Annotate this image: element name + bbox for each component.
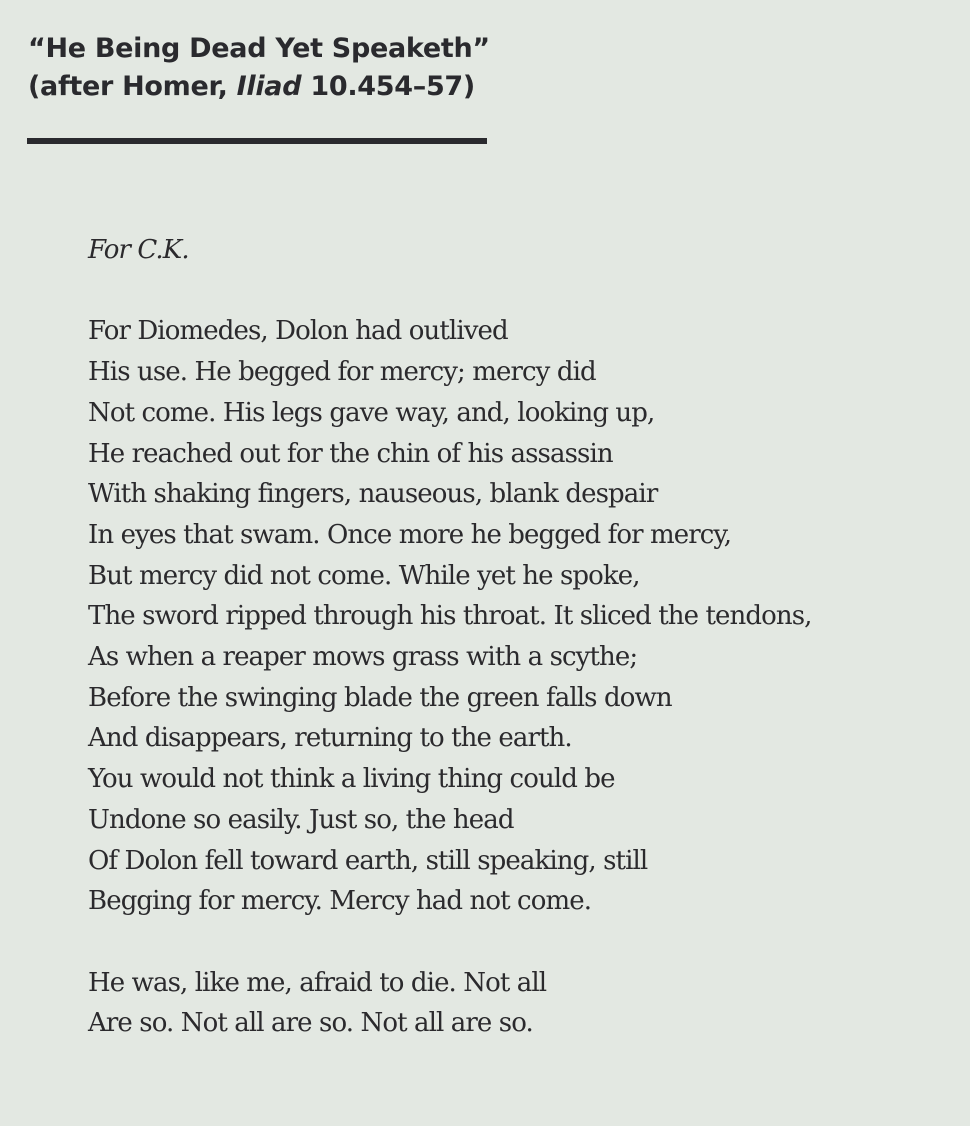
stanza-1 xyxy=(88,311,812,922)
poem-body xyxy=(88,230,812,1044)
poem-line: As when a reaper mows grass with a scythe; xyxy=(88,642,638,673)
title-line-1: “He Being Dead Yet Speaketh” xyxy=(28,33,490,64)
poem-line: He was, like me, afraid to die. Not all xyxy=(88,967,547,998)
poem-line: With shaking fingers, nauseous, blank despair xyxy=(88,479,658,510)
poem-line: Not come. His legs gave way, and, looking up, xyxy=(88,397,655,428)
dedication: For C.K. xyxy=(88,235,189,265)
title-line-2 xyxy=(28,68,490,106)
poem-line: You would not think a living thing could be xyxy=(88,764,615,795)
stanza-2 xyxy=(88,963,812,1044)
poem-line: Before the swinging blade the green falls down xyxy=(88,682,672,713)
poem-line: His use. He begged for mercy; mercy did xyxy=(88,357,596,388)
poem-line: Are so. Not all are so. Not all are so. xyxy=(88,1008,533,1039)
title-attribution-suffix: 10.454–57) xyxy=(301,71,475,102)
poem-line: But mercy did not come. While yet he spoke, xyxy=(88,560,640,591)
title-attribution-prefix: (after Homer, xyxy=(28,71,237,102)
poem-line: In eyes that swam. Once more he begged for mercy, xyxy=(88,519,732,550)
title-divider xyxy=(27,138,487,144)
title-work-name: Iliad xyxy=(236,71,302,102)
poem-line: Of Dolon fell toward earth, still speaking, still xyxy=(88,845,648,876)
poem-line: For Diomedes, Dolon had outlived xyxy=(88,316,508,347)
stanza-break xyxy=(88,271,812,312)
stanza-break xyxy=(88,922,812,963)
poem-line: And disappears, returning to the earth. xyxy=(88,723,572,754)
poem-title xyxy=(28,30,490,106)
poem-line: Begging for mercy. Mercy had not come. xyxy=(88,886,592,917)
poem-line: Undone so easily. Just so, the head xyxy=(88,804,514,835)
poem-line: He reached out for the chin of his assassin xyxy=(88,438,613,469)
poem-line: The sword ripped through his throat. It sliced the tendons, xyxy=(88,601,812,632)
